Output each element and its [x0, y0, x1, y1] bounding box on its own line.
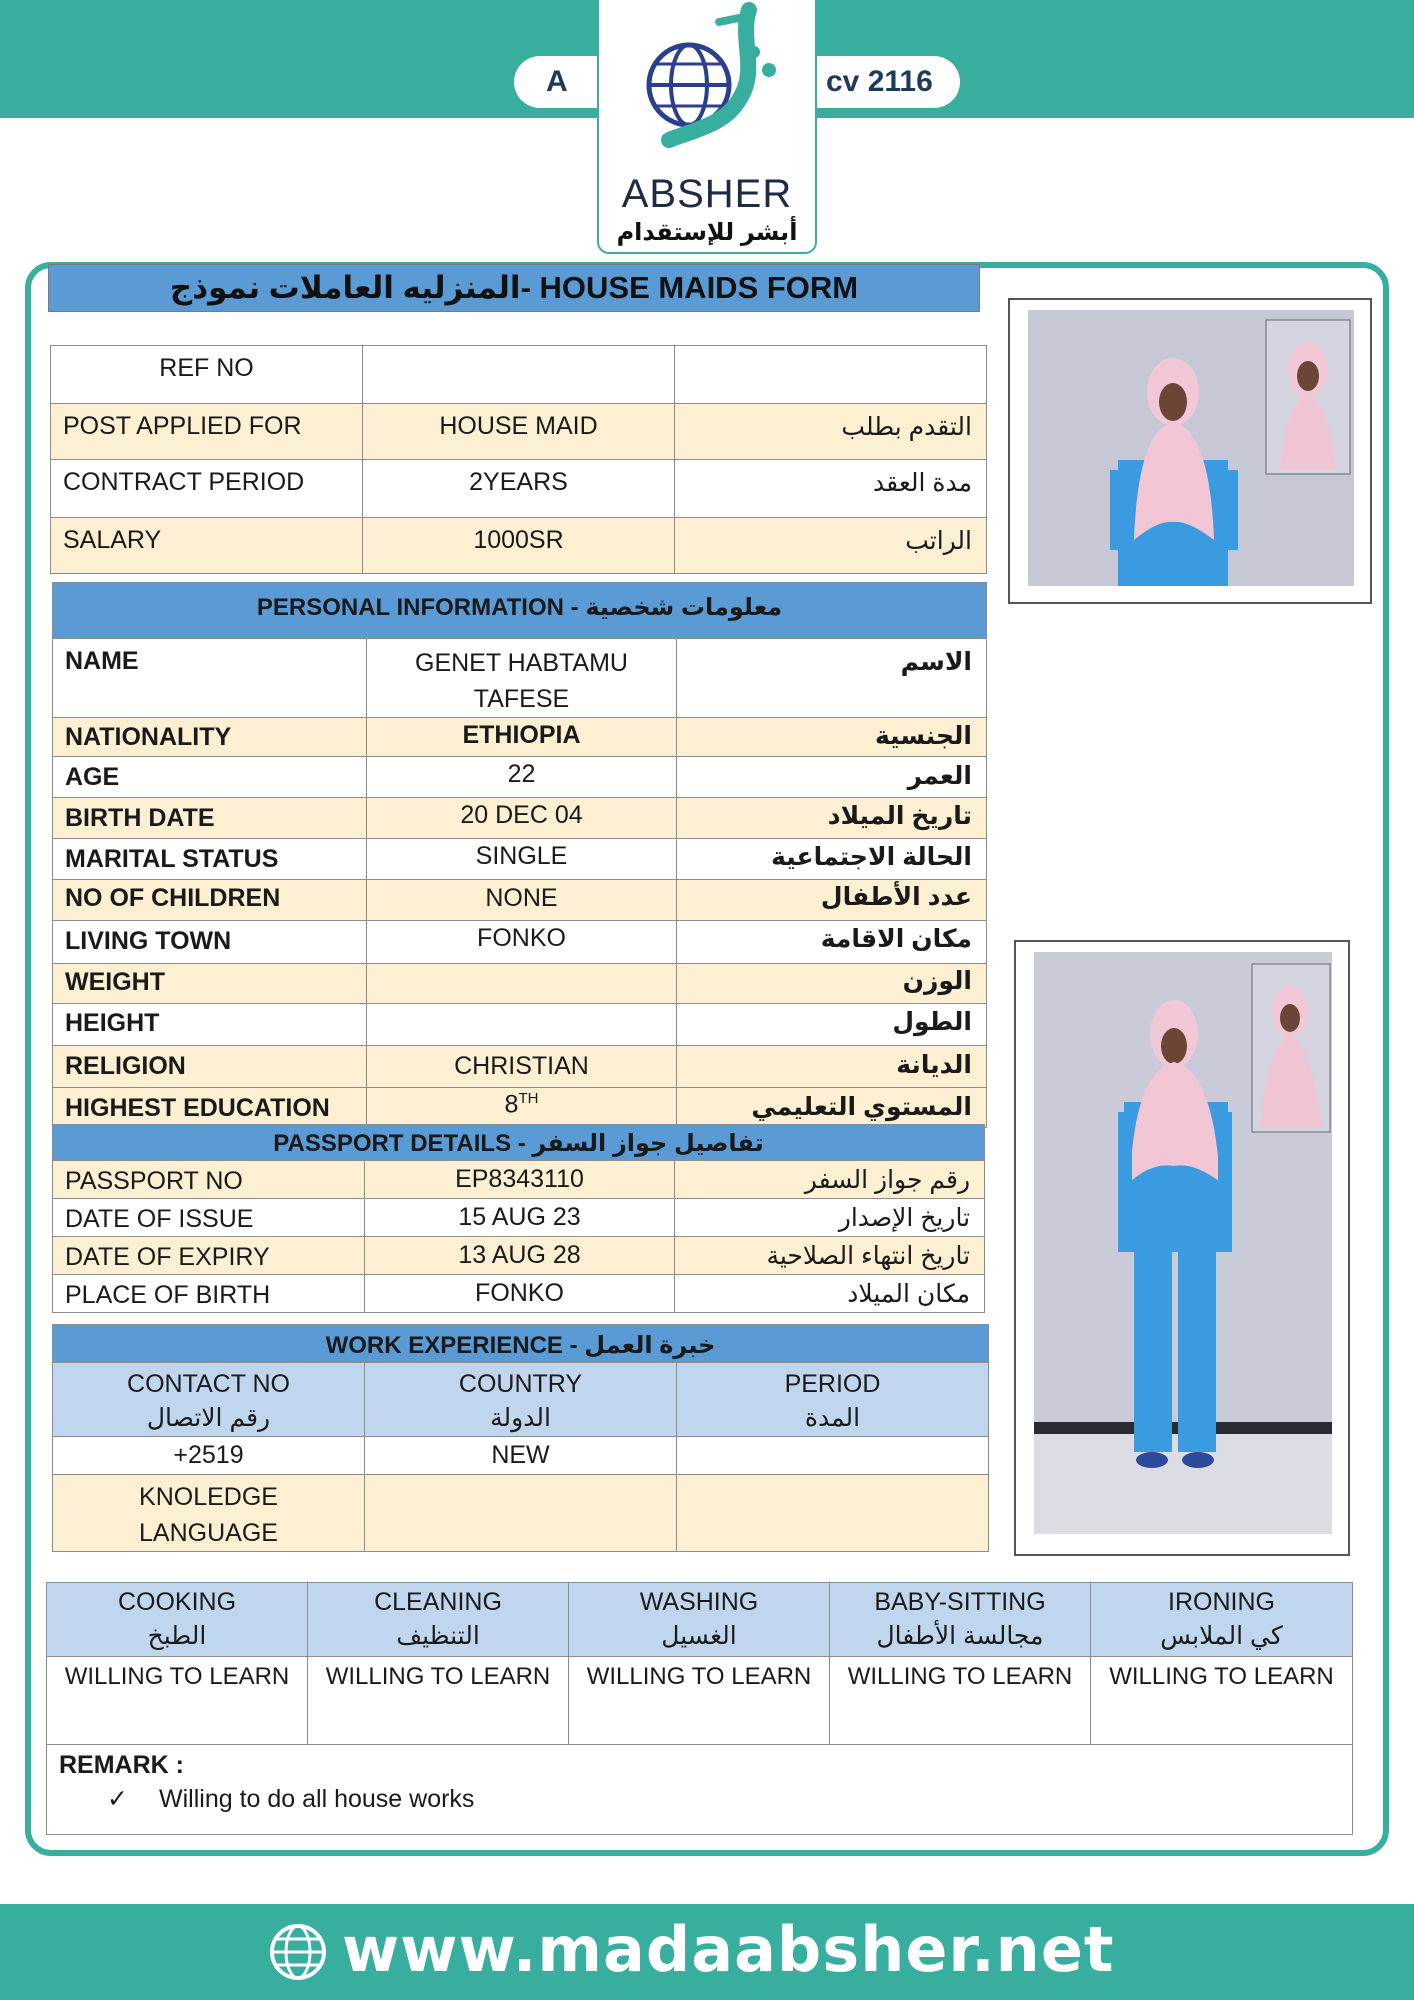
birth-date-label: BIRTH DATE [53, 798, 367, 839]
table-row [53, 964, 987, 1004]
contact-col-header: CONTACT NO رقم الاتصال [53, 1363, 365, 1437]
birth-date-value: 20 DEC 04 [367, 798, 677, 839]
contract-label: CONTRACT PERIOD [51, 460, 363, 518]
living-town-value: FONKO [367, 921, 677, 964]
name-value: GENET HABTAMU TAFESE [367, 639, 677, 718]
table-row [53, 1475, 989, 1552]
expiry-date-label: DATE OF EXPIRY [53, 1237, 365, 1275]
skill-washing-header: WASHING الغسيل [569, 1583, 830, 1657]
age-label: AGE [53, 757, 367, 798]
full-length-photo [1034, 952, 1332, 1534]
skill-babysitting-header: BABY-SITTING مجالسة الأطفال [830, 1583, 1091, 1657]
company-logo [597, 0, 817, 254]
expiry-date-arabic: تاريخ انتهاء الصلاحية [675, 1237, 985, 1275]
salary-arabic: الراتب [675, 518, 987, 574]
religion-value: CHRISTIAN [367, 1046, 677, 1088]
issue-date-label: DATE OF ISSUE [53, 1199, 365, 1237]
living-town-arabic: مكان الاقامة [677, 921, 987, 964]
birth-place-arabic: مكان الميلاد [675, 1275, 985, 1313]
children-arabic: عدد الأطفال [677, 880, 987, 921]
full-length-photo-frame [1014, 940, 1350, 1556]
globe-icon [268, 1922, 328, 1982]
ref-no-value [363, 346, 675, 404]
weight-arabic: الوزن [677, 964, 987, 1004]
passport-table [52, 1124, 985, 1313]
skill-washing-value: WILLING TO LEARN [569, 1657, 830, 1745]
globe-icon [599, 0, 815, 170]
table-row [53, 1237, 985, 1275]
table-row [53, 1046, 987, 1088]
height-arabic: الطول [677, 1004, 987, 1046]
knowledge-language-extra [677, 1475, 989, 1552]
name-arabic: الاسم [677, 639, 987, 718]
table-row [53, 839, 987, 880]
table-row [53, 1161, 985, 1199]
table-row [53, 1125, 985, 1161]
birth-date-arabic: تاريخ الميلاد [677, 798, 987, 839]
children-value: NONE [367, 880, 677, 921]
children-label: NO OF CHILDREN [53, 880, 367, 921]
passport-no-label: PASSPORT NO [53, 1161, 365, 1199]
expiry-date-value: 13 AUG 28 [365, 1237, 675, 1275]
knowledge-language-label: KNOLEDGE LANGUAGE [53, 1475, 365, 1552]
salary-value: 1000SR [363, 518, 675, 574]
birth-place-label: PLACE OF BIRTH [53, 1275, 365, 1313]
post-value: HOUSE MAID [363, 404, 675, 460]
personal-info-header: PERSONAL INFORMATION - معلومات شخصية [53, 583, 987, 639]
remark-item [59, 1784, 1340, 1814]
person-figure-icon [1028, 310, 1354, 586]
skill-cooking-value: WILLING TO LEARN [47, 1657, 308, 1745]
skill-cleaning-value: WILLING TO LEARN [308, 1657, 569, 1745]
table-row [53, 1275, 985, 1313]
job-table [50, 345, 987, 574]
age-value: 22 [367, 757, 677, 798]
contact-no-value: +2519 [53, 1437, 365, 1475]
personal-info-table [52, 582, 987, 1128]
form-title: المنزليه العاملات نموذج- HOUSE MAIDS FORM [48, 264, 980, 312]
weight-value [367, 964, 677, 1004]
website-link[interactable]: www.madaabsher.net [342, 1913, 1115, 1986]
work-experience-header: WORK EXPERIENCE - خبرة العمل [53, 1325, 989, 1363]
marital-status-label: MARITAL STATUS [53, 839, 367, 880]
skills-table [46, 1582, 1353, 1835]
skill-ironing-value: WILLING TO LEARN [1091, 1657, 1353, 1745]
table-row [53, 757, 987, 798]
remark-label: REMARK : [59, 1751, 184, 1779]
logo-arabic: أبشر للإستقدام [616, 219, 798, 246]
issue-date-arabic: تاريخ الإصدار [675, 1199, 985, 1237]
birth-place-value: FONKO [365, 1275, 675, 1313]
post-label: POST APPLIED FOR [51, 404, 363, 460]
passport-no-arabic: رقم جواز السفر [675, 1161, 985, 1199]
table-row [51, 518, 987, 574]
education-label: HIGHEST EDUCATION [53, 1088, 367, 1128]
table-row [53, 798, 987, 839]
table-row [47, 1657, 1353, 1745]
ref-no-label: REF NO [51, 346, 363, 404]
table-row [53, 639, 987, 718]
age-arabic: العمر [677, 757, 987, 798]
cv-number: cv 2116 [826, 65, 933, 98]
table-row [47, 1745, 1353, 1835]
logo-wordmark: ABSHER [621, 172, 793, 216]
issue-date-value: 15 AUG 23 [365, 1199, 675, 1237]
period-col-header: PERIOD المدة [677, 1363, 989, 1437]
marital-status-value: SINGLE [367, 839, 677, 880]
table-row [51, 404, 987, 460]
remark-text: Willing to do all house works [159, 1785, 475, 1813]
table-row [53, 583, 987, 639]
period-value [677, 1437, 989, 1475]
nationality-label: NATIONALITY [53, 718, 367, 757]
weight-label: WEIGHT [53, 964, 367, 1004]
skill-ironing-header: IRONING كي الملابس [1091, 1583, 1353, 1657]
table-row [53, 1437, 989, 1475]
salary-label: SALARY [51, 518, 363, 574]
post-arabic: التقدم بطلب [675, 404, 987, 460]
person-figure-icon [1034, 952, 1332, 1534]
contract-value: 2YEARS [363, 460, 675, 518]
marital-status-arabic: الحالة الاجتماعية [677, 839, 987, 880]
country-value: NEW [365, 1437, 677, 1475]
table-row [53, 1088, 987, 1128]
knowledge-language-value [365, 1475, 677, 1552]
check-icon: ✓ [107, 1785, 128, 1813]
table-row [51, 346, 987, 404]
height-label: HEIGHT [53, 1004, 367, 1046]
table-row [51, 460, 987, 518]
table-row [47, 1583, 1353, 1657]
living-town-label: LIVING TOWN [53, 921, 367, 964]
ref-no-arabic [675, 346, 987, 404]
skill-cleaning-header: CLEANING التنظيف [308, 1583, 569, 1657]
skill-babysitting-value: WILLING TO LEARN [830, 1657, 1091, 1745]
religion-label: RELIGION [53, 1046, 367, 1088]
height-value [367, 1004, 677, 1046]
remark-cell [47, 1745, 1353, 1835]
table-row [53, 1004, 987, 1046]
country-col-header: COUNTRY الدولة [365, 1363, 677, 1437]
contract-arabic: مدة العقد [675, 460, 987, 518]
table-row [53, 921, 987, 964]
portrait-photo-frame [1008, 298, 1372, 604]
name-label: NAME [53, 639, 367, 718]
passport-no-value: EP8343110 [365, 1161, 675, 1199]
work-experience-table [52, 1324, 989, 1552]
table-row [53, 880, 987, 921]
religion-arabic: الديانة [677, 1046, 987, 1088]
table-row [53, 1325, 989, 1363]
passport-header: PASSPORT DETAILS - تفاصيل جواز السفر [53, 1125, 985, 1161]
nationality-arabic: الجنسية [677, 718, 987, 757]
nationality-value: ETHIOPIA [367, 718, 677, 757]
education-arabic: المستوي التعليمي [677, 1088, 987, 1128]
table-row [53, 1199, 985, 1237]
table-row [53, 718, 987, 757]
table-row [53, 1363, 989, 1437]
portrait-photo [1028, 310, 1354, 586]
cv-letter: A [546, 65, 568, 98]
education-value: 8TH [367, 1088, 677, 1128]
skill-cooking-header: COOKING الطبخ [47, 1583, 308, 1657]
